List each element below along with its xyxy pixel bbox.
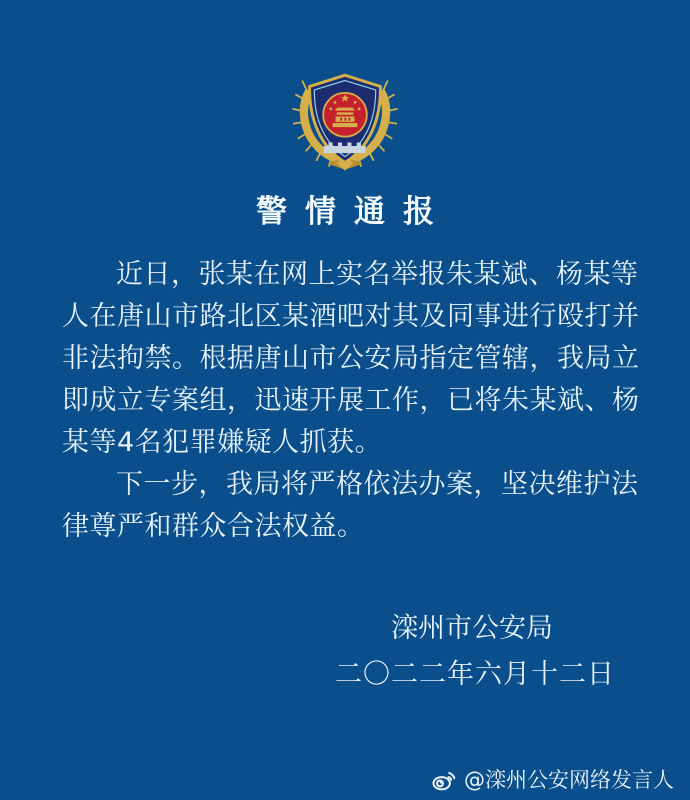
body-line: 即成立专案组，迅速开展工作，已将朱某斌、杨 xyxy=(62,385,640,416)
body-line: 非法拘禁。根据唐山市公安局指定管辖，我局立 xyxy=(62,343,640,374)
police-badge-icon xyxy=(286,62,404,174)
body-line: 近日，张某在网上实名举报朱某斌、杨某等 xyxy=(116,259,639,290)
body-line: 某等4名犯罪嫌疑人抓获。 xyxy=(62,427,383,458)
weibo-watermark xyxy=(431,764,674,794)
weibo-icon xyxy=(431,766,458,793)
signature-date: 二〇二二年六月十二日 xyxy=(335,659,615,690)
signature-block xyxy=(0,606,690,698)
weibo-handle: @滦州公安网络发言人 xyxy=(464,768,674,792)
body-line: 下一步，我局将严格依法办案，坚决维护法 xyxy=(116,469,639,500)
page-title: 警情通报 xyxy=(256,194,452,230)
signature-org: 滦州市公安局 xyxy=(391,613,553,644)
notice-body xyxy=(62,254,640,548)
body-line: 律尊严和群众合法权益。 xyxy=(62,511,365,542)
body-line: 人在唐山市路北区某酒吧对其及同事进行殴打并 xyxy=(62,301,640,332)
